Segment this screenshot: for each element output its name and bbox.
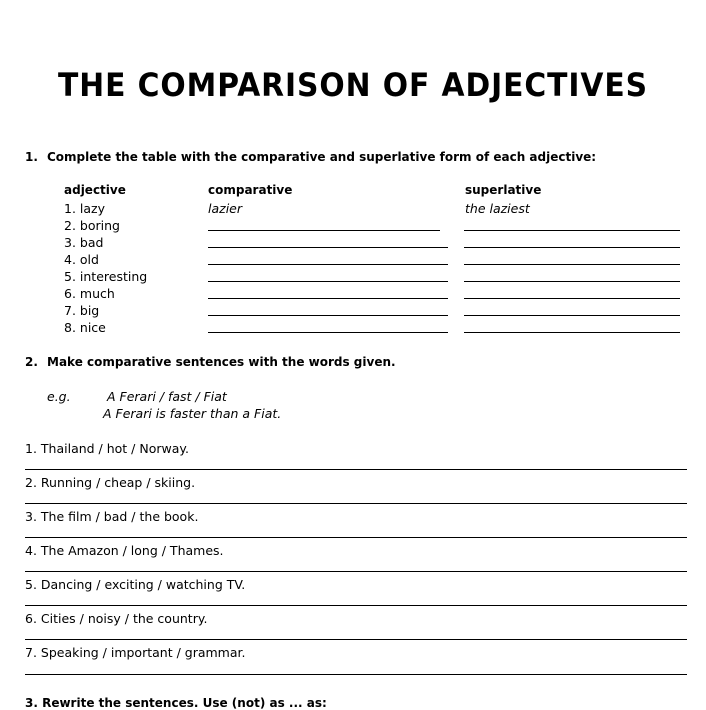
example-comparative: lazier (208, 201, 242, 216)
comparative-blank[interactable] (208, 332, 448, 333)
header-superlative: superlative (465, 183, 542, 197)
adjective-item: 2. boring (64, 218, 120, 233)
comparative-blank[interactable] (208, 264, 448, 265)
sentence-prompt: 2. Running / cheap / skiing. (25, 475, 196, 490)
superlative-blank[interactable] (464, 298, 680, 299)
exercise-1-text: Complete the table with the comparative and superlative form of each adjective: (47, 150, 597, 164)
comparative-blank[interactable] (208, 247, 448, 248)
comparative-blank[interactable] (208, 230, 440, 231)
sentence-prompt: 7. Speaking / important / grammar. (25, 645, 246, 660)
answer-line[interactable] (25, 674, 687, 675)
sentence-prompt: 6. Cities / noisy / the country. (25, 611, 208, 626)
exercise-1-instruction (25, 150, 596, 164)
adjective-item: 5. interesting (64, 269, 148, 284)
answer-line[interactable] (25, 605, 687, 606)
sentence-prompt: 5. Dancing / exciting / watching TV. (25, 577, 246, 592)
superlative-blank[interactable] (464, 264, 680, 265)
exercise-2-text: Make comparative sentences with the words given. (47, 355, 396, 369)
answer-line[interactable] (25, 503, 687, 504)
example-superlative: the laziest (465, 201, 530, 216)
exercise-1-number: 1. (25, 150, 38, 164)
sentence-prompt: 1. Thailand / hot / Norway. (25, 441, 189, 456)
answer-line[interactable] (25, 571, 687, 572)
exercise-3-instruction: 3. Rewrite the sentences. Use (not) as ... as: (25, 696, 327, 710)
example-answer: A Ferari is faster than a Fiat. (103, 406, 282, 421)
superlative-blank[interactable] (464, 230, 680, 231)
exercise-2-instruction (25, 355, 396, 369)
adjective-item: 4. old (64, 252, 99, 267)
example-label: e.g. (47, 389, 71, 404)
superlative-blank[interactable] (464, 247, 680, 248)
example-prompt: A Ferari / fast / Fiat (107, 389, 227, 404)
header-comparative: comparative (208, 183, 293, 197)
adjective-item: 1. lazy (64, 201, 105, 216)
answer-line[interactable] (25, 469, 687, 470)
header-adjective: adjective (64, 183, 126, 197)
exercise-2-number: 2. (25, 355, 38, 369)
answer-line[interactable] (25, 639, 687, 640)
adjective-item: 6. much (64, 286, 115, 301)
answer-line[interactable] (25, 537, 687, 538)
adjective-item: 7. big (64, 303, 100, 318)
superlative-blank[interactable] (464, 315, 680, 316)
adjective-item: 8. nice (64, 320, 106, 335)
sentence-prompt: 4. The Amazon / long / Thames. (25, 543, 224, 558)
comparative-blank[interactable] (208, 298, 448, 299)
comparative-blank[interactable] (208, 315, 448, 316)
adjective-item: 3. bad (64, 235, 104, 250)
comparative-blank[interactable] (208, 281, 448, 282)
sentence-prompt: 3. The film / bad / the book. (25, 509, 199, 524)
worksheet-title: THE COMPARISON OF ADJECTIVES (58, 66, 648, 104)
superlative-blank[interactable] (464, 281, 680, 282)
superlative-blank[interactable] (464, 332, 680, 333)
